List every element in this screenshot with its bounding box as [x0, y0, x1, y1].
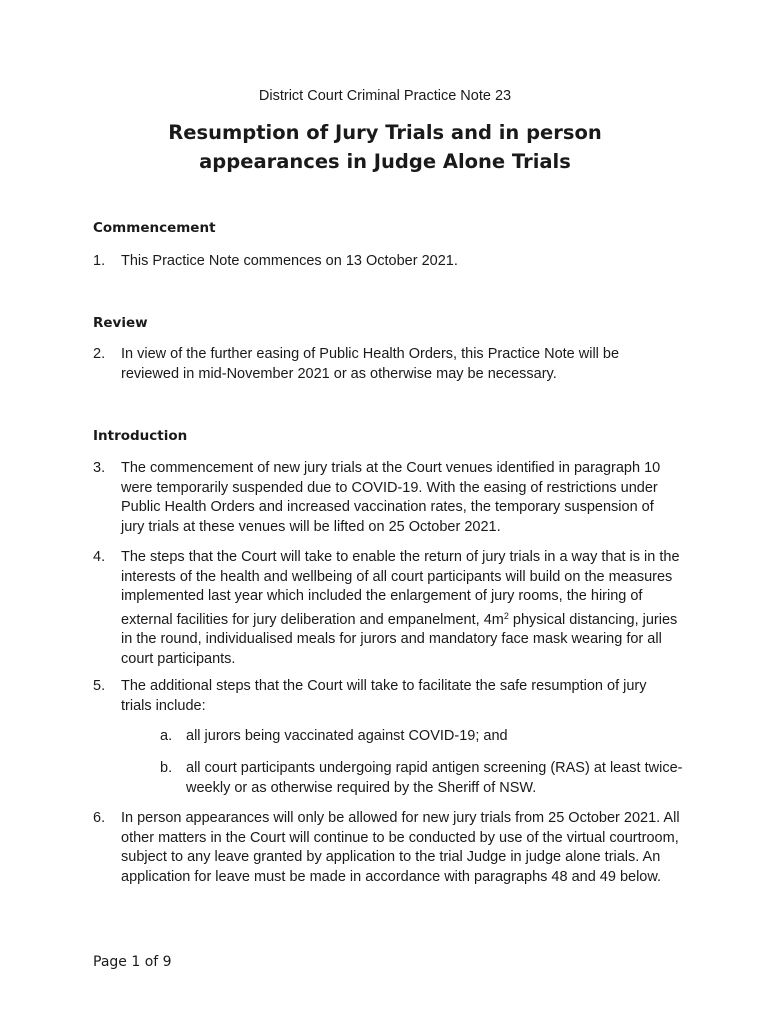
- practice-note-header: District Court Criminal Practice Note 23: [258, 88, 512, 104]
- paragraph-text: This Practice Note commences on 13 October 2021.: [121, 253, 458, 269]
- heading-commencement: Commencement: [93, 220, 216, 236]
- document-title: [60, 118, 710, 176]
- paragraph-number: 1.: [93, 253, 106, 269]
- paragraph-number: 5.: [93, 678, 106, 694]
- page-number: Page 1 of 9: [93, 954, 172, 970]
- heading-introduction: Introduction: [93, 428, 188, 444]
- list-item-text: all jurors being vaccinated against COVID-19; and: [186, 728, 508, 744]
- paragraph-number: 6.: [93, 810, 106, 826]
- paragraph-text: In person appearances will only be allowed for new jury trials from 25 October 2021. All other matters in the Court will continue to be conducted by use of the virtual courtroom, subject to any leave granted by application to the trial Judge in judge alone trials. An application for leave must be made in accordance with paragraphs 48 and 49 below.: [121, 810, 680, 885]
- superscript-2: 2: [503, 610, 509, 621]
- title-line-1: Resumption of Jury Trials and in person: [168, 121, 602, 144]
- list-item-text: all court participants undergoing rapid antigen screening (RAS) at least twice-weekly or as otherwise required by the Sheriff of NSW.: [186, 760, 683, 796]
- paragraph-number: 4.: [93, 549, 106, 565]
- paragraph-text: [121, 548, 681, 669]
- paragraph-text-part-2: physical distancing, juries in the round, individualised meals for jurors and mandatory face mask wearing for all court participants.: [121, 611, 678, 667]
- paragraph-number: 3.: [93, 460, 106, 476]
- list-item-letter: b.: [160, 760, 173, 776]
- list-item-letter: a.: [160, 728, 173, 744]
- paragraph-text: In view of the further easing of Public Health Orders, this Practice Note will be reviewed in mid-November 2021 or as otherwise may be necessary.: [121, 346, 620, 382]
- paragraph-text-part-1: The steps that the Court will take to enable the return of jury trials in a way that is in the interests of the health and wellbeing of all court participants will build on the measures implemented last year which included the enlargement of jury rooms, the hiring of external facilities for jury deliberation and empanelment, 4m: [121, 549, 680, 628]
- heading-review: Review: [93, 315, 148, 331]
- title-line-2: appearances in Judge Alone Trials: [199, 150, 571, 173]
- paragraph-text: The additional steps that the Court will take to facilitate the safe resumption of jury trials include:: [121, 678, 647, 714]
- paragraph-number: 2.: [93, 346, 106, 362]
- paragraph-text: The commencement of new jury trials at the Court venues identified in paragraph 10 were temporarily suspended due to COVID-19. With the easing of restrictions under Public Health Orders and increased vaccination rates, the temporary suspension of jury trials at these venues will be lifted on 25 October 2021.: [121, 460, 661, 535]
